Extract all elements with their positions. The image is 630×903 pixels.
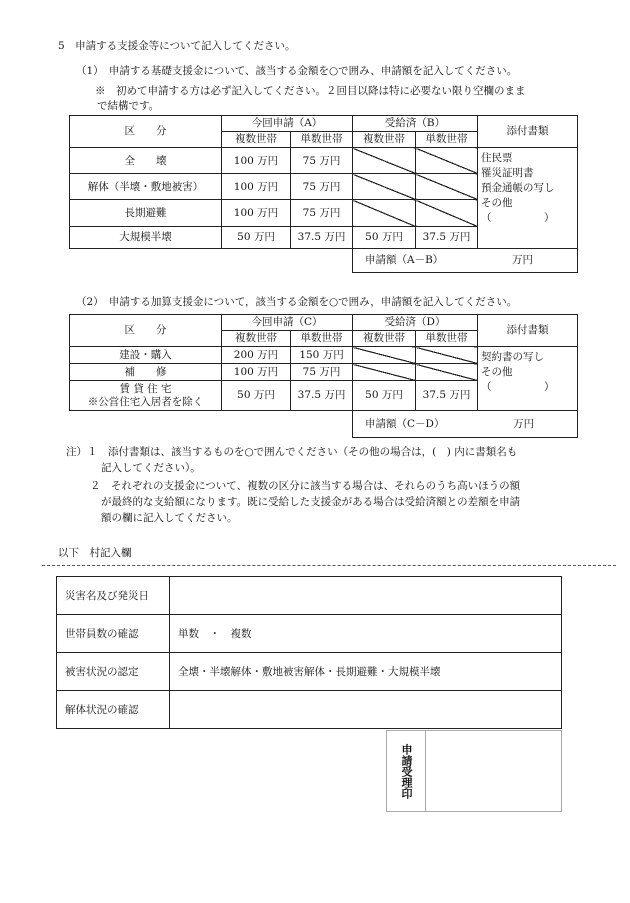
application-amount-cd[interactable] [353, 411, 578, 438]
attachment-item[interactable]: 住民票 [481, 152, 513, 164]
demolition-status-field[interactable] [170, 691, 562, 729]
section-title: 5 申請する支援金等について記入してください。 [58, 40, 296, 52]
amount-option[interactable]: 100 万円 [222, 174, 291, 200]
row-label: 長期避難 [70, 200, 222, 226]
row-label: 大規模半壊 [70, 226, 222, 248]
header-category: 区 分 [70, 315, 222, 347]
table-row [57, 653, 562, 691]
na-cell [353, 347, 416, 364]
additional-support-table [69, 314, 578, 438]
header-current: 今回申請（C） [222, 315, 353, 331]
amount-option[interactable]: 75 万円 [291, 200, 353, 226]
row-label: 補 修 [70, 364, 222, 381]
table-row [57, 615, 562, 653]
na-cell [416, 148, 478, 174]
attachments-list [478, 347, 578, 411]
received-amount-option[interactable]: 37.5 万円 [416, 381, 478, 411]
received-amount-option[interactable]: 50 万円 [353, 381, 416, 411]
attachments-list [478, 148, 578, 227]
household-size-options[interactable]: 単数 ・ 複数 [170, 615, 562, 653]
subsection1-title: （1） 申請する基礎支援金について、該当する金額を○で囲み、申請額を記入してください。 [76, 65, 518, 77]
na-cell [416, 347, 478, 364]
table-row [70, 347, 578, 364]
attachment-item[interactable]: その他 [481, 197, 513, 209]
header-single: 単数世帯 [291, 132, 353, 148]
header-current: 今回申請（A） [222, 116, 353, 132]
office-use-heading: 以下 村記入欄 [58, 547, 132, 559]
row-label: 建設・購入 [70, 347, 222, 364]
office-row-label: 解体状況の確認 [57, 691, 170, 729]
note-2-cont: が最終的な支給額になります。既に受給した支援金がある場合は受給済額との差額を申請 [101, 496, 521, 508]
amount-option[interactable]: 150 万円 [291, 347, 353, 364]
subsection2-title: （2） 申請する加算支援金について，該当する金額を○で囲み，申請額を記入してください。 [76, 296, 518, 308]
row-label-line2: ※公営住宅入居者を除く [87, 395, 204, 408]
attachments-cell-bottom [478, 226, 578, 248]
amount-option[interactable]: 75 万円 [291, 174, 353, 200]
office-row-label: 災害名及び発災日 [57, 577, 170, 615]
note-2: ２ それぞれの支援金について、複数の区分に該当する場合は、それらのうち高いほうの額 [90, 480, 521, 492]
sum-label: 申請額（A－B） [365, 253, 444, 266]
na-cell [416, 364, 478, 381]
amount-option[interactable]: 100 万円 [222, 364, 291, 381]
disaster-name-date-field[interactable] [170, 577, 562, 615]
header-attachments: 添付書類 [478, 315, 578, 347]
na-cell [353, 148, 416, 174]
subsection1-note-cont: で結構です。 [97, 100, 160, 112]
attachment-item[interactable]: 預金通帳の写し [481, 182, 555, 194]
office-row-label: 世帯員数の確認 [57, 615, 170, 653]
na-cell [416, 174, 478, 200]
table-row [57, 577, 562, 615]
sum-label: 申請額（C－D） [365, 417, 445, 430]
header-single: 単数世帯 [416, 331, 478, 347]
amount-option[interactable]: 75 万円 [291, 364, 353, 381]
table-row [70, 226, 578, 248]
na-cell [416, 200, 478, 226]
office-use-table [56, 576, 562, 729]
amount-option[interactable]: 50 万円 [222, 381, 291, 411]
header-received: 受給済（B） [353, 116, 478, 132]
row-label: 解体（半壊・敷地被害） [70, 174, 222, 200]
received-amount-option[interactable]: 37.5 万円 [416, 226, 478, 248]
cut-line-divider [42, 565, 616, 566]
spacer [70, 248, 353, 272]
attachment-other-blank[interactable]: （ ） [481, 212, 555, 224]
attachment-item[interactable]: その他 [481, 366, 513, 378]
receipt-stamp-box[interactable] [386, 730, 562, 812]
amount-option[interactable]: 37.5 万円 [291, 381, 353, 411]
table-row [57, 691, 562, 729]
header-multi: 複数世帯 [222, 132, 291, 148]
table-row [70, 148, 578, 174]
attachment-item[interactable]: 罹災証明書 [481, 167, 534, 179]
amount-option[interactable]: 50 万円 [222, 226, 291, 248]
header-received: 受給済（D） [353, 315, 478, 331]
stamp-label: 申請受理印 [387, 731, 426, 811]
amount-option[interactable]: 75 万円 [291, 148, 353, 174]
header-single: 単数世帯 [291, 331, 353, 347]
header-attachments: 添付書類 [478, 116, 578, 148]
amount-option[interactable]: 200 万円 [222, 347, 291, 364]
note-2-cont: 額の欄に記入してください。 [101, 512, 238, 524]
note-1: 注）１ 添付書類は、該当するものを○で囲んでください（その他の場合は，( ) 内に書類名も [66, 446, 518, 458]
amount-option[interactable]: 37.5 万円 [291, 226, 353, 248]
header-single: 単数世帯 [416, 132, 478, 148]
na-cell [353, 174, 416, 200]
application-amount-ab[interactable] [353, 248, 578, 272]
attachment-item[interactable]: 契約書の写し [481, 351, 545, 363]
na-cell [353, 364, 416, 381]
subsection1-note: ※ 初めて申請する方は必ず記入してください。２回目以降は特に必要ない限り空欄のまま [95, 85, 526, 97]
received-amount-option[interactable]: 50 万円 [353, 226, 416, 248]
amount-option[interactable]: 100 万円 [222, 200, 291, 226]
sum-unit: 万円 [512, 253, 533, 266]
office-row-label: 被害状況の認定 [57, 653, 170, 691]
row-label-line1: 賃 貸 住 宅 [119, 383, 172, 396]
note-1-cont: 記入してください）。 [101, 462, 201, 474]
header-multi: 複数世帯 [222, 331, 291, 347]
header-multi: 複数世帯 [353, 331, 416, 347]
header-category: 区 分 [70, 116, 222, 148]
attachment-other-blank[interactable]: （ ） [481, 381, 555, 393]
spacer [70, 411, 353, 438]
na-cell [353, 200, 416, 226]
damage-status-options[interactable]: 全壊・半壊解体・敷地被害解体・長期避難・大規模半壊 [170, 653, 562, 691]
row-label [70, 381, 222, 411]
header-multi: 複数世帯 [353, 132, 416, 148]
row-label: 全 壊 [70, 148, 222, 174]
basic-support-table [69, 115, 578, 273]
amount-option[interactable]: 100 万円 [222, 148, 291, 174]
sum-unit: 万円 [513, 417, 535, 430]
